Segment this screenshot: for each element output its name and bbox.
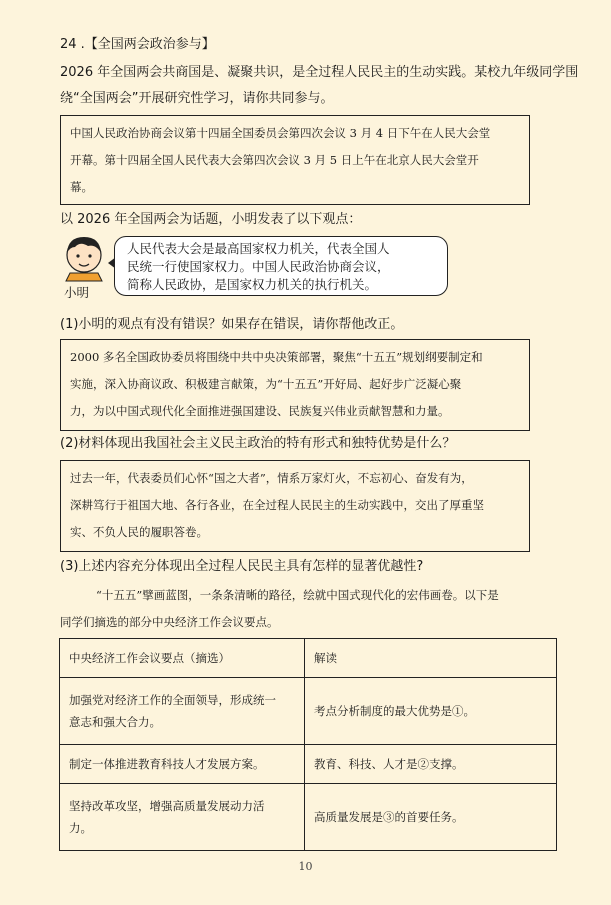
speaker-name: 小明 bbox=[64, 285, 90, 300]
point-line: 制定一体推进教育科技人才发展方案。 bbox=[69, 757, 265, 771]
table-cell-point bbox=[60, 745, 305, 784]
table-header-cell: 中央经济工作会议要点（摘选） bbox=[60, 639, 305, 678]
material-line: 开幕。第十四届全国人民代表大会第四次会议 3 月 5 日上午在北京人民大会堂开 bbox=[70, 153, 479, 167]
speech-line: 人民代表大会是最高国家权力机关，代表全国人 bbox=[127, 241, 390, 256]
material-box-3 bbox=[60, 460, 530, 552]
table-row bbox=[60, 745, 557, 784]
speech-line: 简称人民政协，是国家权力机关的执行机关。 bbox=[127, 277, 378, 292]
speech-bubble bbox=[114, 236, 448, 296]
material-line: 过去一年，代表委员们心怀“国之大者”，情系万家灯火，不忘初心、奋发有为， bbox=[70, 471, 473, 485]
point-line: 坚持改革攻坚，增强高质量发展动力活 bbox=[69, 799, 265, 813]
xiaoming-speech bbox=[60, 233, 460, 301]
material-box-2 bbox=[60, 339, 530, 431]
intro-line: 2026 年全国两会共商国是、凝聚共识，是全过程人民民主的生动实践。某校九年级同学围 bbox=[60, 65, 579, 80]
material-line: 中国人民政治协商会议第十四届全国委员会第四次会议 3 月 4 日下午在人民大会堂 bbox=[70, 126, 491, 140]
point-line: 力。 bbox=[69, 821, 92, 835]
table-header-row bbox=[60, 639, 557, 678]
question-3: (3)上述内容充分体现出全过程人民民主具有怎样的显著优越性? bbox=[60, 559, 424, 574]
speech-line: 民统一行使国家权力。中国人民政治协商会议， bbox=[127, 259, 390, 274]
passage-line: “十五五”擘画蓝图，一条条清晰的路径，绘就中国式现代化的宏伟画卷。以下是 bbox=[96, 588, 499, 602]
economic-points-table bbox=[59, 638, 557, 851]
table-header-cell: 解读 bbox=[305, 639, 557, 678]
question-title: 24 .【全国两会政治参与】 bbox=[60, 37, 215, 52]
point-line: 意志和强大合力。 bbox=[69, 715, 161, 729]
table-cell-point bbox=[60, 784, 305, 851]
table-row bbox=[60, 784, 557, 851]
question-1: (1)小明的观点有没有错误？如果存在错误，请你帮他改正。 bbox=[60, 317, 404, 332]
table-cell-interpretation: 教育、科技、人才是②支撑。 bbox=[305, 745, 557, 784]
material-line: 幕。 bbox=[70, 180, 93, 194]
table-cell-interpretation: 考点分析制度的最大优势是①。 bbox=[305, 678, 557, 745]
material-line: 2000 多名全国政协委员将围绕中共中央决策部署，聚焦“十五五”规划纲要制定和 bbox=[70, 350, 483, 364]
table-row bbox=[60, 678, 557, 745]
material-line: 深耕笃行于祖国大地、各行各业，在全过程人民民主的生动实践中，交出了厚重坚 bbox=[70, 498, 484, 512]
table-cell-point bbox=[60, 678, 305, 745]
passage bbox=[60, 582, 585, 636]
passage-line: 同学们摘选的部分中央经济工作会议要点。 bbox=[60, 615, 279, 629]
question-2: (2)材料体现出我国社会主义民主政治的特有形式和独特优势是什么？ bbox=[60, 436, 456, 451]
table-cell-interpretation: 高质量发展是③的首要任务。 bbox=[305, 784, 557, 851]
material-line: 实施，深入协商议政、积极建言献策，为“十五五”开好局、起好步广泛凝心聚 bbox=[70, 377, 462, 391]
page-number: 10 bbox=[298, 860, 313, 873]
lead-text: 以 2026 年全国两会为话题，小明发表了以下观点： bbox=[60, 212, 362, 227]
material-box-1 bbox=[60, 115, 530, 205]
point-line: 加强党对经济工作的全面领导，形成统一 bbox=[69, 693, 276, 707]
question-intro bbox=[60, 60, 585, 112]
intro-line: 绕“全国两会”开展研究性学习，请你共同参与。 bbox=[60, 91, 334, 106]
material-line: 力，为以中国式现代化全面推进强国建设、民族复兴伟业贡献智慧和力量。 bbox=[70, 404, 450, 418]
material-line: 实、不负人民的履职答卷。 bbox=[70, 525, 208, 539]
